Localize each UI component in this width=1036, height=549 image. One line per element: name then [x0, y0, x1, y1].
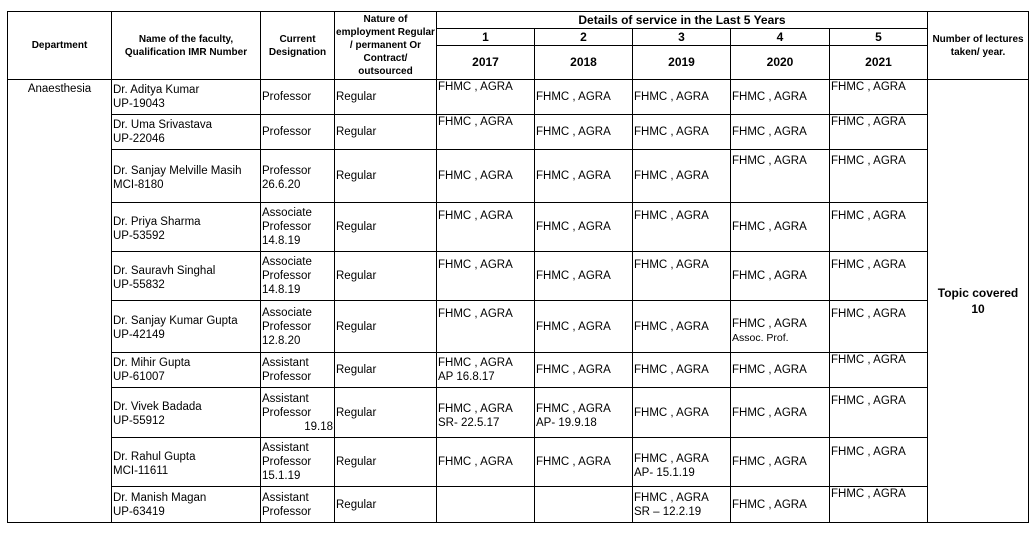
faculty-name: Dr. Sanjay Melville Masih	[113, 165, 242, 177]
header-lectures-line1: Number of lectures	[932, 33, 1024, 45]
employment-cell: Regular	[335, 301, 437, 353]
designation-title-2: Professor	[262, 371, 312, 383]
service-2021-cell: FHMC , AGRA	[830, 150, 928, 203]
service-2018-cell: FHMC , AGRA	[535, 203, 633, 252]
faculty-registration: UP-19043	[113, 98, 165, 110]
header-col-number-5: 5	[830, 29, 928, 46]
service-2018-cell: FHMC , AGRA	[535, 353, 633, 388]
designation-title: Associate	[262, 256, 312, 268]
header-lectures	[928, 12, 1029, 80]
faculty-name: Dr. Sanjay Kumar Gupta	[113, 315, 238, 327]
header-designation-line1: Current	[279, 33, 316, 45]
table-row	[8, 388, 1029, 438]
designation-title: Assistant	[262, 442, 309, 454]
service-2017-cell	[437, 353, 535, 388]
service-2019-cell: FHMC , AGRA	[633, 252, 731, 301]
faculty-name-cell	[112, 252, 261, 301]
header-year-2020: 2020	[731, 46, 830, 80]
faculty-name-cell	[112, 487, 261, 523]
faculty-registration: UP-53592	[113, 229, 165, 242]
service-2018-cell: FHMC , AGRA	[535, 301, 633, 353]
service-2018-cell	[535, 388, 633, 438]
faculty-name: Dr. Mihir Gupta	[113, 357, 191, 369]
service-2019-note: SR – 12.2.19	[634, 505, 702, 518]
employment-cell: Regular	[335, 203, 437, 252]
designation-date: 14.8.19	[262, 284, 301, 296]
designation-date: 19.18	[304, 420, 333, 433]
lectures-count: 10	[971, 302, 985, 316]
faculty-name-cell	[112, 203, 261, 252]
designation-title-2: Professor	[262, 505, 312, 518]
service-2017-place: FHMC , AGRA	[438, 357, 513, 369]
header-col-number-1: 1	[437, 29, 535, 46]
service-2021-cell: FHMC , AGRA	[830, 301, 928, 353]
designation-title: Assistant	[262, 357, 309, 369]
service-2017-cell: FHMC , AGRA	[437, 80, 535, 115]
faculty-name-cell	[112, 150, 261, 203]
faculty-name-cell	[112, 80, 261, 115]
table-row	[8, 438, 1029, 487]
header-employment-line2: Regular / permanent	[349, 27, 435, 51]
service-2020-cell: FHMC , AGRA	[731, 487, 830, 523]
service-2021-cell: FHMC , AGRA	[830, 115, 928, 150]
employment-cell: Regular	[335, 150, 437, 203]
lectures-cell	[928, 80, 1029, 523]
service-2019-place: FHMC , AGRA	[634, 491, 709, 504]
service-2017-cell: FHMC , AGRA	[437, 203, 535, 252]
service-2020-cell: FHMC , AGRA	[731, 353, 830, 388]
faculty-name-cell	[112, 438, 261, 487]
header-year-2017: 2017	[437, 46, 535, 80]
designation-title: Professor	[262, 165, 312, 177]
designation-cell	[261, 388, 335, 438]
designation-cell	[261, 203, 335, 252]
faculty-name: Dr. Rahul Gupta	[113, 451, 196, 463]
service-2018-cell: FHMC , AGRA	[535, 115, 633, 150]
header-year-2018: 2018	[535, 46, 633, 80]
service-2018-place: FHMC , AGRA	[536, 402, 611, 415]
faculty-registration: UP-42149	[113, 329, 165, 341]
designation-title: Assistant	[262, 491, 309, 504]
table-row	[8, 301, 1029, 353]
employment-cell: Regular	[335, 388, 437, 438]
designation-cell: Professor	[261, 115, 335, 150]
service-2019-cell: FHMC , AGRA	[633, 203, 731, 252]
header-employment-line3: Or Contract/	[363, 40, 422, 64]
faculty-name-cell	[112, 353, 261, 388]
service-2020-note: Assoc. Prof.	[732, 331, 789, 344]
header-employment	[335, 12, 437, 80]
service-2021-cell: FHMC , AGRA	[830, 203, 928, 252]
service-2019-note: AP- 15.1.19	[634, 466, 695, 479]
designation-date: 26.6.20	[262, 179, 301, 191]
service-2020-cell: FHMC , AGRA	[731, 150, 830, 203]
faculty-name-cell	[112, 301, 261, 353]
employment-cell: Regular	[335, 353, 437, 388]
service-2019-cell	[633, 487, 731, 523]
header-designation	[261, 12, 335, 80]
designation-title-2: Professor	[262, 320, 312, 333]
service-2020-cell: FHMC , AGRA	[731, 203, 830, 252]
table-row	[8, 487, 1029, 523]
service-2017-cell: FHMC , AGRA	[437, 252, 535, 301]
employment-cell: Regular	[335, 115, 437, 150]
service-2019-cell: FHMC , AGRA	[633, 301, 731, 353]
faculty-name: Dr. Sauravh Singhal	[113, 264, 216, 277]
header-employment-line4: outsourced	[358, 66, 413, 77]
table-row	[8, 252, 1029, 301]
designation-cell	[261, 301, 335, 353]
header-col-number-2: 2	[535, 29, 633, 46]
designation-title: Associate	[262, 207, 312, 219]
header-year-2021: 2021	[830, 46, 928, 80]
faculty-registration: MCI-11611	[113, 465, 169, 477]
service-2019-place: FHMC , AGRA	[634, 452, 709, 465]
service-2020-cell: FHMC , AGRA	[731, 388, 830, 438]
employment-cell: Regular	[335, 438, 437, 487]
designation-title-2: Professor	[262, 456, 312, 468]
faculty-registration: MCI-8180	[113, 179, 164, 191]
service-2018-cell: FHMC , AGRA	[535, 252, 633, 301]
header-department: Department	[8, 12, 112, 80]
header-employment-line1: Nature of employment	[336, 14, 408, 38]
service-2020-cell: FHMC , AGRA	[731, 115, 830, 150]
faculty-name: Dr. Aditya Kumar	[113, 84, 200, 96]
designation-title: Assistant	[262, 392, 309, 405]
header-faculty-line1: Name of the faculty,	[138, 33, 234, 45]
designation-date: 12.8.20	[262, 334, 301, 347]
designation-cell	[261, 438, 335, 487]
service-2020-place: FHMC , AGRA	[732, 317, 807, 330]
service-2019-cell: FHMC , AGRA	[633, 115, 731, 150]
service-2019-cell: FHMC , AGRA	[633, 80, 731, 115]
lectures-topic: Topic covered	[937, 286, 1019, 300]
faculty-name: Dr. Uma Srivastava	[113, 119, 213, 131]
faculty-registration: UP-55832	[113, 278, 165, 291]
designation-cell	[261, 353, 335, 388]
header-faculty	[112, 12, 261, 80]
service-2021-cell: FHMC , AGRA	[830, 438, 928, 487]
service-2018-cell: FHMC , AGRA	[535, 438, 633, 487]
table-row	[8, 353, 1029, 388]
header-designation-line2: Designation	[268, 46, 327, 58]
employment-cell: Regular	[335, 252, 437, 301]
faculty-service-table	[7, 11, 1029, 523]
faculty-registration: UP-55912	[113, 415, 165, 427]
designation-cell	[261, 252, 335, 301]
service-2020-cell: FHMC , AGRA	[731, 438, 830, 487]
header-lectures-line2: taken/ year.	[950, 46, 1006, 58]
employment-cell: Regular	[335, 80, 437, 115]
designation-date: 15.1.19	[262, 470, 301, 482]
service-2017-note: SR- 22.5.17	[438, 416, 500, 429]
designation-cell	[261, 150, 335, 203]
service-2021-cell: FHMC , AGRA	[830, 487, 928, 523]
service-2019-cell: FHMC , AGRA	[633, 353, 731, 388]
header-faculty-line2: Qualification	[124, 46, 186, 58]
service-2017-cell	[437, 487, 535, 523]
service-2018-cell: FHMC , AGRA	[535, 150, 633, 203]
faculty-name: Dr. Vivek Badada	[113, 401, 202, 413]
service-2018-cell: FHMC , AGRA	[535, 80, 633, 115]
service-2021-cell: FHMC , AGRA	[830, 353, 928, 388]
faculty-registration: UP-63419	[113, 505, 165, 518]
table-row	[8, 80, 1029, 115]
service-2017-cell: FHMC , AGRA	[437, 150, 535, 203]
service-2017-cell	[437, 388, 535, 438]
service-2017-cell: FHMC , AGRA	[437, 115, 535, 150]
employment-cell: Regular	[335, 487, 437, 523]
service-2018-note: AP- 19.9.18	[536, 416, 597, 429]
faculty-name-cell	[112, 388, 261, 438]
faculty-registration: UP-22046	[113, 133, 165, 145]
table-row	[8, 150, 1029, 203]
service-2020-cell: FHMC , AGRA	[731, 252, 830, 301]
service-2021-cell: FHMC , AGRA	[830, 388, 928, 438]
header-faculty-line3: IMR Number	[188, 46, 248, 58]
service-2017-place: FHMC , AGRA	[438, 402, 513, 415]
service-2017-cell: FHMC , AGRA	[437, 438, 535, 487]
service-2019-cell: FHMC , AGRA	[633, 150, 731, 203]
header-service-details: Details of service in the Last 5 Years	[437, 12, 928, 29]
header-col-number-3: 3	[633, 29, 731, 46]
table-row	[8, 115, 1029, 150]
service-2018-cell	[535, 487, 633, 523]
department-cell: Anaesthesia	[8, 80, 112, 523]
designation-date: 14.8.19	[262, 235, 301, 247]
faculty-table-wrapper	[7, 11, 1029, 523]
service-2020-cell: FHMC , AGRA	[731, 80, 830, 115]
header-col-number-4: 4	[731, 29, 830, 46]
service-2019-cell: FHMC , AGRA	[633, 388, 731, 438]
header-year-2019: 2019	[633, 46, 731, 80]
designation-title-2: Professor	[262, 406, 312, 419]
service-2019-cell	[633, 438, 731, 487]
designation-cell	[261, 487, 335, 523]
designation-title-2: Professor	[262, 221, 312, 233]
service-2021-cell: FHMC , AGRA	[830, 80, 928, 115]
service-2017-note: AP 16.8.17	[438, 371, 495, 383]
faculty-name: Dr. Manish Magan	[113, 491, 207, 504]
designation-title: Associate	[262, 306, 312, 319]
table-row	[8, 203, 1029, 252]
faculty-registration: UP-61007	[113, 371, 165, 383]
designation-cell: Professor	[261, 80, 335, 115]
service-2017-cell: FHMC , AGRA	[437, 301, 535, 353]
faculty-name-cell	[112, 115, 261, 150]
designation-title-2: Professor	[262, 270, 312, 282]
service-2020-cell	[731, 301, 830, 353]
service-2021-cell: FHMC , AGRA	[830, 252, 928, 301]
faculty-name: Dr. Priya Sharma	[113, 215, 201, 228]
